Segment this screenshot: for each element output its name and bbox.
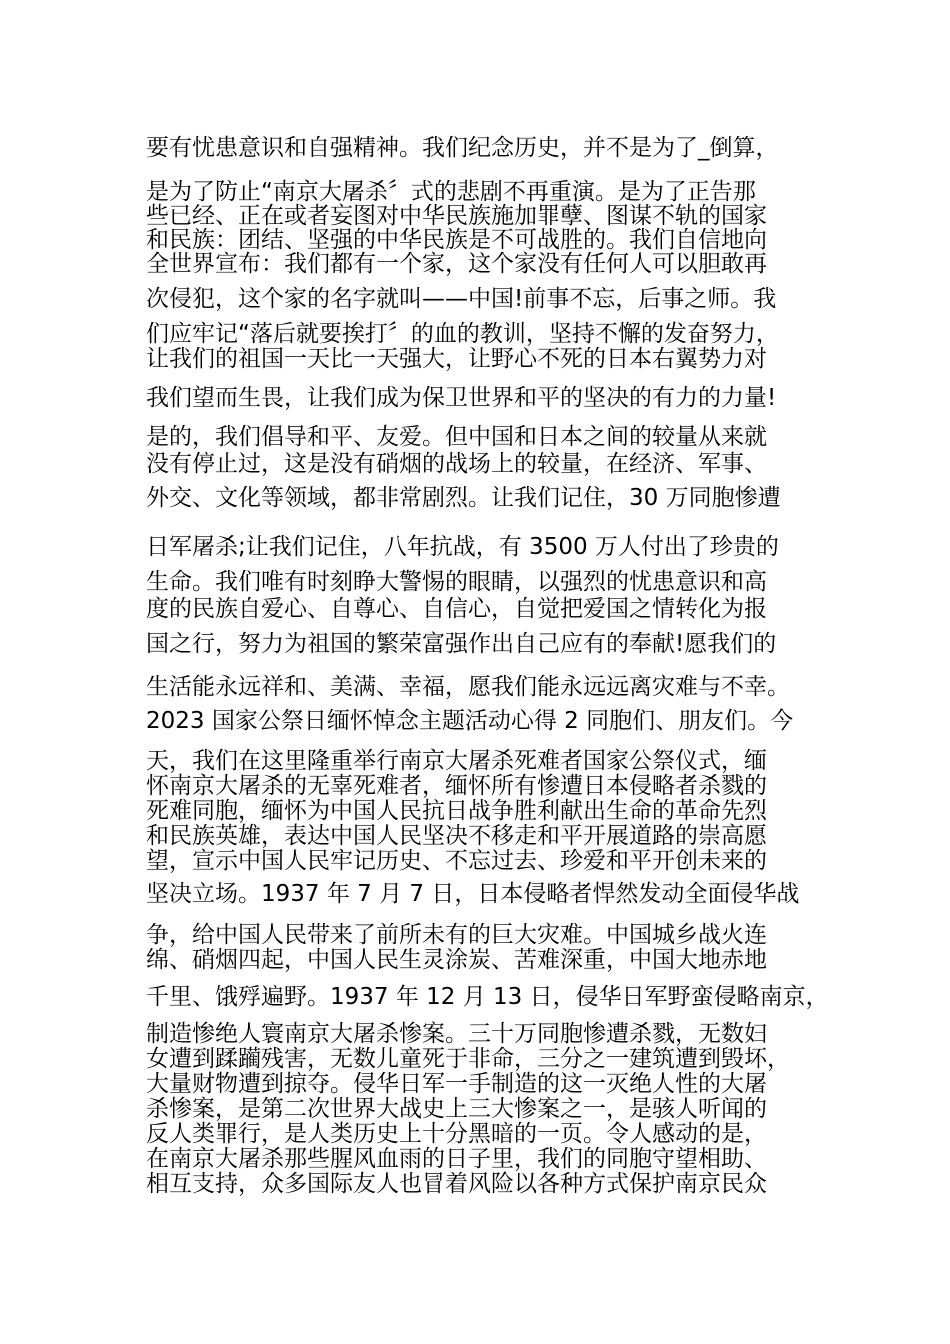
- text-line: 死难同胞，缅怀为中国人民抗日战争胜利献出生命的革命先烈: [146, 798, 767, 824]
- text-line: 些已经、正在或者妄图对中华民族施加罪孽、图谋不轨的国家: [146, 203, 767, 229]
- text-line: 2023 国家公祭日缅怀悼念主题活动心得 2 同胞们、朋友们。今: [146, 708, 794, 734]
- text-line: 千里、饿殍遍野。1937 年 12 月 13 日，侵华日军野蛮侵略南京，: [146, 984, 829, 1010]
- text-line: 大量财物遭到掠夺。侵华日军一手制造的这一灭绝人性的大屠: [146, 1071, 767, 1097]
- text-line: 国之行，努力为祖国的繁荣富强作出自己应有的奉献!愿我们的: [146, 631, 777, 657]
- text-line: 反人类罪行，是人类历史上十分黑暗的一页。令人感动的是，: [146, 1121, 767, 1147]
- text-line: 争，给中国人民带来了前所未有的巨大灾难。中国城乡战火连: [146, 922, 767, 948]
- text-line: 望，宣示中国人民牢记历史、不忘过去、珍爱和平开创未来的: [146, 848, 767, 874]
- text-line: 和民族：团结、坚强的中华民族是不可战胜的。我们自信地向: [146, 227, 767, 253]
- text-line: 让我们的祖国一天比一天强大，让野心不死的日本右翼势力对: [146, 346, 767, 372]
- text-line: 天，我们在这里隆重举行南京大屠杀死难者国家公祭仪式，缅: [146, 748, 767, 774]
- text-line: 次侵犯，这个家的名字就叫——中国!前事不忘，后事之师。我: [146, 286, 777, 312]
- text-line: 要有忧患意识和自强精神。我们纪念历史，并不是为了_倒算，: [146, 135, 779, 161]
- text-line: 日军屠杀;让我们记住，八年抗战，有 3500 万人付出了珍贵的: [146, 534, 779, 560]
- text-line: 怀南京大屠杀的无辜死难者，缅怀所有惨遭日本侵略者杀戮的: [146, 773, 767, 799]
- text-line: 在南京大屠杀那些腥风血雨的日子里，我们的同胞守望相助、: [146, 1146, 767, 1172]
- text-line: 坚决立场。1937 年 7 月 7 日，日本侵略者悍然发动全面侵华战: [146, 881, 800, 907]
- text-line: 全世界宣布：我们都有一个家，这个家没有任何人可以胆敢再: [146, 251, 767, 277]
- text-line: 度的民族自爱心、自尊心、自信心，自觉把爱国之情转化为报: [146, 596, 767, 622]
- text-line: 杀惨案，是第二次世界大战史上三大惨案之一，是骇人听闻的: [146, 1096, 767, 1122]
- text-line: 生命。我们唯有时刻睁大警惕的眼睛，以强烈的忧患意识和高: [146, 569, 767, 595]
- text-line: 制造惨绝人寰南京大屠杀惨案。三十万同胞惨遭杀戮，无数妇: [146, 1021, 767, 1047]
- text-line: 女遭到蹂躏残害，无数儿童死于非命，三分之一建筑遭到毁坏，: [146, 1046, 790, 1072]
- text-line: 生活能永远祥和、美满、幸福，愿我们能永远远离灾难与不幸。: [146, 674, 790, 700]
- text-line: 们应牢记“落后就要挨打〞的血的教训，坚持不懈的发奋努力，: [146, 321, 779, 347]
- text-line: 相互支持，众多国际友人也冒着风险以各种方式保护南京民众: [146, 1171, 767, 1197]
- text-line: 没有停止过，这是没有硝烟的战场上的较量，在经济、军事、: [146, 451, 767, 477]
- text-line: 是为了防止“南京大屠杀〞式的悲剧不再重演。是为了正告那: [146, 179, 756, 205]
- text-line: 和民族英雄，表达中国人民坚决不移走和平开展道路的崇高愿: [146, 823, 767, 849]
- text-line: 外交、文化等领域，都非常剧烈。让我们记住，30 万同胞惨遭: [146, 485, 781, 511]
- text-line: 我们望而生畏，让我们成为保卫世界和平的坚决的有力的力量!: [146, 385, 777, 411]
- text-line: 是的，我们倡导和平、友爱。但中国和日本之间的较量从来就: [146, 424, 767, 450]
- text-line: 绵、硝烟四起，中国人民生灵涂炭、苦难深重，中国大地赤地: [146, 947, 767, 973]
